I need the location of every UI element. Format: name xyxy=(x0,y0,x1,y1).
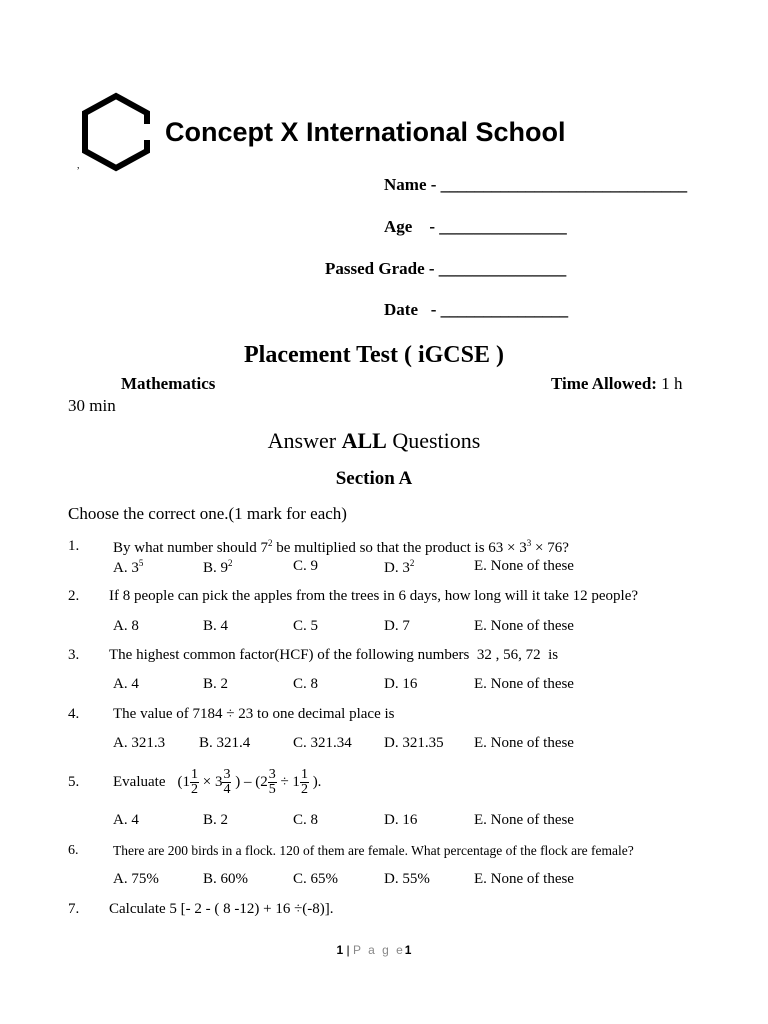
question-number: 4. xyxy=(68,706,80,722)
option-e[interactable]: E. None of these xyxy=(474,618,574,634)
time-allowed-value: 1 h xyxy=(661,374,683,393)
name-blank[interactable]: _____________________________ xyxy=(440,175,688,194)
passed-grade-blank[interactable]: _______________ xyxy=(438,259,567,278)
q1-sup-b: 3 xyxy=(526,538,532,548)
question-number: 6. xyxy=(68,843,79,858)
page-footer xyxy=(0,943,748,957)
q1-text-a: By what number should 7 xyxy=(113,540,268,556)
option-d[interactable]: D. $3^2$ xyxy=(384,558,415,576)
fraction: $\frac{1}{2}$ xyxy=(300,766,308,797)
answer-post: Questions xyxy=(386,428,481,453)
question-text: There are 200 birds in a flock. 120 of them are female. What percentage of the flock are female? xyxy=(113,843,634,858)
question-text: The value of 7184 ÷ 23 to one decimal place is xyxy=(113,706,395,722)
question-text xyxy=(113,764,321,800)
option-c[interactable]: C. 8 xyxy=(293,676,319,692)
expr-part: (1 xyxy=(177,773,190,790)
age-label: Age - xyxy=(384,217,435,236)
option-a[interactable]: A. 4 xyxy=(113,676,139,692)
option-e[interactable]: E. None of these xyxy=(474,812,574,828)
section-intro: Choose the correct one.(1 mark for each) xyxy=(68,504,347,523)
option-a[interactable]: A. 321.3 xyxy=(113,735,166,751)
expr-part: × 3 xyxy=(198,773,223,790)
question-number: 2. xyxy=(68,588,80,604)
passed-grade-label: Passed Grade - xyxy=(325,259,435,278)
time-allowed xyxy=(551,374,682,394)
q1-sup-a: 2 xyxy=(268,538,273,548)
option-d[interactable]: D. 55% xyxy=(384,871,430,887)
age-field xyxy=(384,217,567,237)
option-b[interactable]: B. 60% xyxy=(203,871,248,887)
option-e[interactable]: E. None of these xyxy=(474,676,574,692)
name-field xyxy=(384,175,687,195)
question-number: 1. xyxy=(68,538,80,554)
answer-pre: Answer xyxy=(267,428,342,453)
fraction: $\frac{1}{2}$ xyxy=(190,766,198,797)
question-number: 5. xyxy=(68,774,80,790)
question-text: The highest common factor(HCF) of the following numbers 32 , 56, 72 is xyxy=(109,647,559,663)
page-number: 1 xyxy=(336,943,344,957)
option-a[interactable]: A. 4 xyxy=(113,812,139,828)
expr-part: ). xyxy=(308,773,322,790)
date-label: Date - xyxy=(384,300,437,319)
time-allowed-continued: 30 min xyxy=(68,396,116,415)
option-a[interactable]: A. 75% xyxy=(113,871,159,887)
date-blank[interactable]: _______________ xyxy=(440,300,569,319)
age-blank[interactable]: _______________ xyxy=(439,217,567,236)
option-c[interactable]: C. 9 xyxy=(293,558,319,574)
page-title: Placement Test ( iGCSE ) xyxy=(244,342,504,368)
section-heading: Section A xyxy=(335,468,413,489)
school-logo-hexagon-icon xyxy=(80,92,152,172)
option-e[interactable]: E. None of these xyxy=(474,735,574,751)
question-text: If 8 people can pick the apples from the trees in 6 days, how long will it take 12 people? xyxy=(109,588,639,604)
q1-text-c: × 76? xyxy=(531,540,569,556)
stray-comma: , xyxy=(77,160,80,171)
footer-separator: | xyxy=(343,943,353,957)
option-c[interactable]: C. 65% xyxy=(293,871,338,887)
option-a[interactable]: A. $3^5$ xyxy=(113,558,144,576)
option-b[interactable]: B. 321.4 xyxy=(199,735,251,751)
option-d[interactable]: D. 16 xyxy=(384,676,418,692)
option-e[interactable]: E. None of these xyxy=(474,558,574,574)
q5-text: Evaluate xyxy=(113,773,166,790)
fraction: $\frac{3}{4}$ xyxy=(223,766,231,797)
expr-part: ÷ 1 xyxy=(276,773,300,790)
option-a[interactable]: A. 8 xyxy=(113,618,139,634)
option-c[interactable]: C. 5 xyxy=(293,618,319,634)
option-c[interactable]: C. 8 xyxy=(293,812,319,828)
passed-grade-field xyxy=(325,259,566,279)
question-text xyxy=(113,538,569,557)
page-word: P a g e xyxy=(352,943,405,957)
q1-text-b: be multiplied so that the product is 63 × 3 xyxy=(272,540,527,556)
subject-label: Mathematics xyxy=(121,374,216,393)
name-label: Name - xyxy=(384,175,437,194)
question-number: 3. xyxy=(68,647,80,663)
page-number-suffix: 1 xyxy=(404,943,412,957)
fraction: $\frac{3}{5}$ xyxy=(268,766,276,797)
question-number: 7. xyxy=(68,901,80,917)
option-d[interactable]: D. 16 xyxy=(384,812,418,828)
school-name: Concept X International School xyxy=(165,117,566,147)
option-b[interactable]: B. 2 xyxy=(203,812,229,828)
answer-instruction xyxy=(0,428,748,454)
date-field xyxy=(384,300,568,320)
option-b[interactable]: B. 4 xyxy=(203,618,229,634)
expr-part: ) – (2 xyxy=(231,773,268,790)
option-d[interactable]: D. 7 xyxy=(384,618,410,634)
option-e[interactable]: E. None of these xyxy=(474,871,574,887)
time-allowed-label: Time Allowed: xyxy=(551,374,657,393)
answer-bold: ALL xyxy=(341,428,387,453)
question-text: Calculate 5 [- 2 - ( 8 -12) + 16 ÷(-8)]. xyxy=(109,901,334,917)
option-c[interactable]: C. 321.34 xyxy=(293,735,352,751)
option-b[interactable]: B. 2 xyxy=(203,676,229,692)
option-d[interactable]: D. 321.35 xyxy=(384,735,444,751)
option-b[interactable]: B. $9^2$ xyxy=(203,558,233,576)
